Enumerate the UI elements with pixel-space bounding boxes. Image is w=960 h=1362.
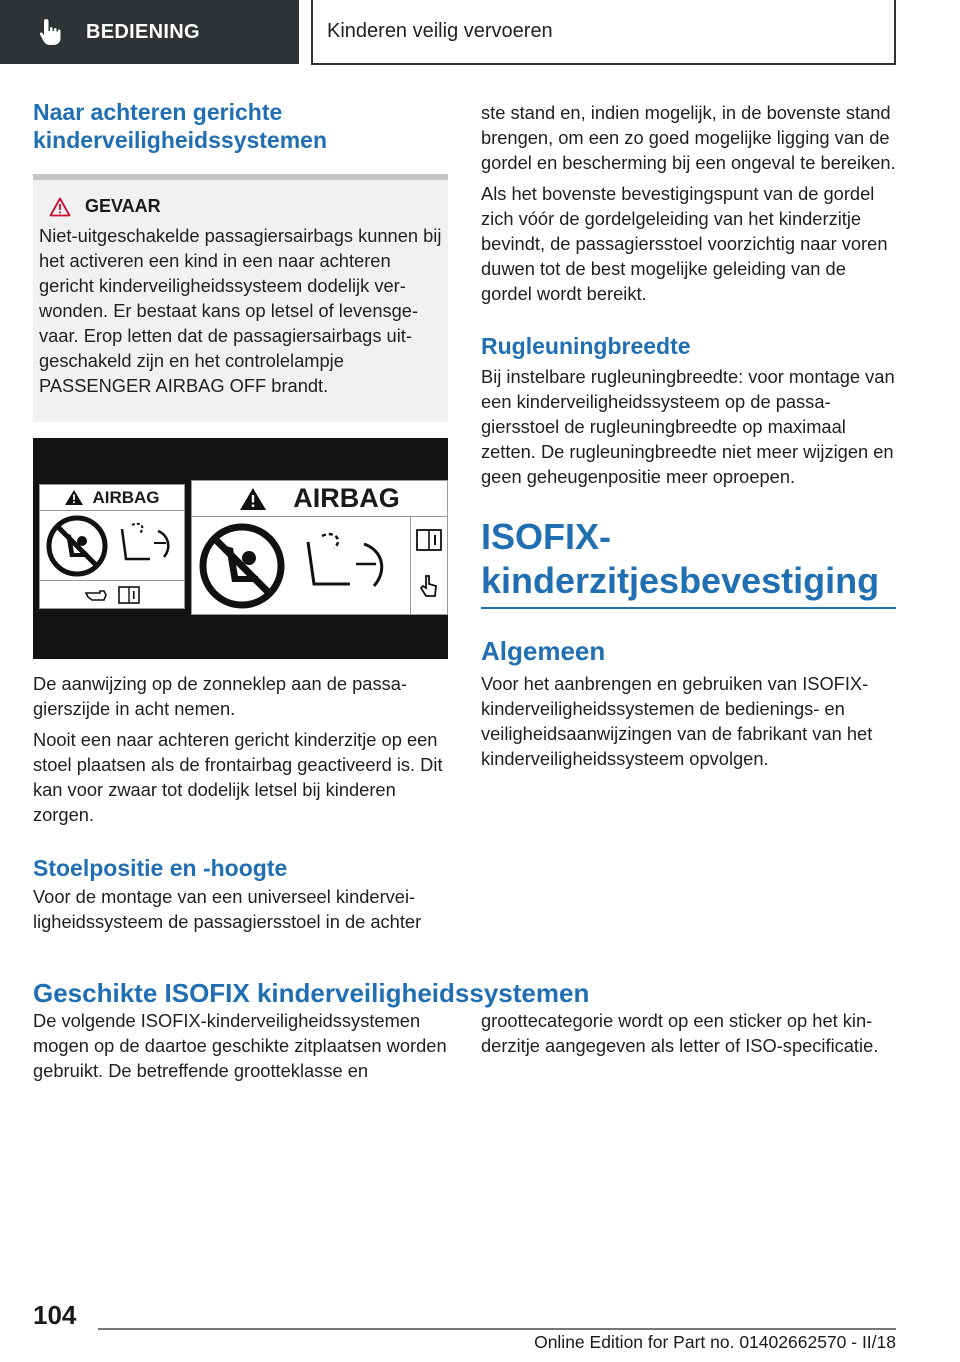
paragraph: De volgende ISOFIX-kinderveiligheidssystemen mogen op de daartoe geschikte zitplaatsen worden gebruikt. De betreffende grootteklasse en <box>33 1010 447 1081</box>
warning-text: Niet-uitgeschakelde passagiersairbags kunnen bij het activeren een kind in een naar achteren gericht kinderveiligheidssysteem dodelijk verwonden. Er bestaat kans op letsel of levensgevaar. Erop letten dat de passagiersairbags uitgeschakeld zijn en het controlelampje PASSENGER AIRBAG OFF brandt. <box>39 225 442 396</box>
airbag-label-large <box>191 480 448 615</box>
subheading: Rugleuningbreedte <box>481 333 691 359</box>
paragraph: Nooit een naar achteren gericht kinderzitje op een stoel plaatsen als de frontairbag geactiveerd is. Dit kan voor zwaar tot dodelijk letsel bij kinderen zorgen. <box>33 729 443 825</box>
subheading: Algemeen <box>481 635 606 666</box>
left-column <box>33 98 448 934</box>
manual-book-icon <box>118 586 140 604</box>
subheading: Stoelpositie en -hoogte <box>33 855 288 881</box>
warning-title: GEVAAR <box>85 196 161 216</box>
chapter-heading: ISOFIX-kinderzitjesbevestiging <box>481 516 880 601</box>
seat-airbag-icon <box>294 520 406 612</box>
warning-title-row <box>39 196 442 217</box>
airbag-label-text: AIRBAG <box>92 487 160 507</box>
paragraph: ste stand en, indien mogelijk, in de bovenste stand brengen, om een zo goed mogelijke ligging van de gordel en bescherming bij een ongeval te bereiken. <box>481 102 896 173</box>
paragraph: De aanwijzing op de zonneklep aan de passagierszijde in acht nemen. <box>33 673 408 719</box>
hand-point-icon <box>419 574 439 602</box>
warning-triangle-icon <box>239 487 267 511</box>
chapter-title: Kinderen veilig vervoeren <box>327 20 553 42</box>
warning-box <box>33 174 448 422</box>
footer-rule <box>98 1328 896 1330</box>
section-tab <box>0 0 299 64</box>
hand-pointer-icon <box>38 17 68 47</box>
hand-point-icon <box>84 587 108 603</box>
airbag-label-small <box>39 484 185 609</box>
no-rear-facing-seat-icon <box>44 513 110 579</box>
chapter-header <box>311 0 896 65</box>
manual-book-icon <box>416 529 442 551</box>
right-column <box>481 100 896 771</box>
section-heading: Naar achteren gerichte kinderveiligheidssystemen <box>33 99 328 153</box>
section-heading: Geschikte ISOFIX kinderveiligheidssystemen <box>33 978 590 1008</box>
paragraph: Voor het aanbrengen en gebruiken van ISOFIX-kinderveiligheidssystemen de bedienings- en veiligheidsaanwijzingen van de fabrikant van het kinderveiligheidssysteem opvolgen. <box>481 672 873 769</box>
heading-rule <box>481 607 896 609</box>
warning-triangle-icon <box>64 489 84 506</box>
paragraph: Bij instelbare rugleuningbreedte: voor montage van een kinderveiligheidssysteem op de passagiersstoel de rugleuningbreedte op maximaal zetten. De rugleuningbreedte niet meer wijzigen en geen geheugenpositie meer oproepen. <box>481 366 895 487</box>
paragraph: Als het bovenste bevestigingspunt van de gordel zich vóór de gordelgeleiding van het kinderzitje bevindt, de passagiersstoel voorzichtig naar voren duwen tot de best mogelijke geleiding van de gordel wordt bereikt. <box>481 183 888 304</box>
section-label: BEDIENING <box>86 20 200 43</box>
airbag-label-text: AIRBAG <box>293 483 400 513</box>
paragraph: groottecategorie wordt op een sticker op het kinderzitje aangegeven als letter of ISO-specificatie. <box>481 1010 879 1056</box>
warning-triangle-icon <box>49 197 71 217</box>
edition-info: Online Edition for Part no. 01402662570 - II/18 <box>534 1332 896 1352</box>
airbag-warning-label-image <box>33 438 448 659</box>
page-number: 104 <box>33 1300 77 1330</box>
no-rear-facing-seat-icon <box>196 520 288 612</box>
paragraph: Voor de montage van een universeel kinderveiligheidssysteem de passagiersstoel in de achter <box>33 886 422 932</box>
seat-airbag-icon <box>110 513 182 579</box>
